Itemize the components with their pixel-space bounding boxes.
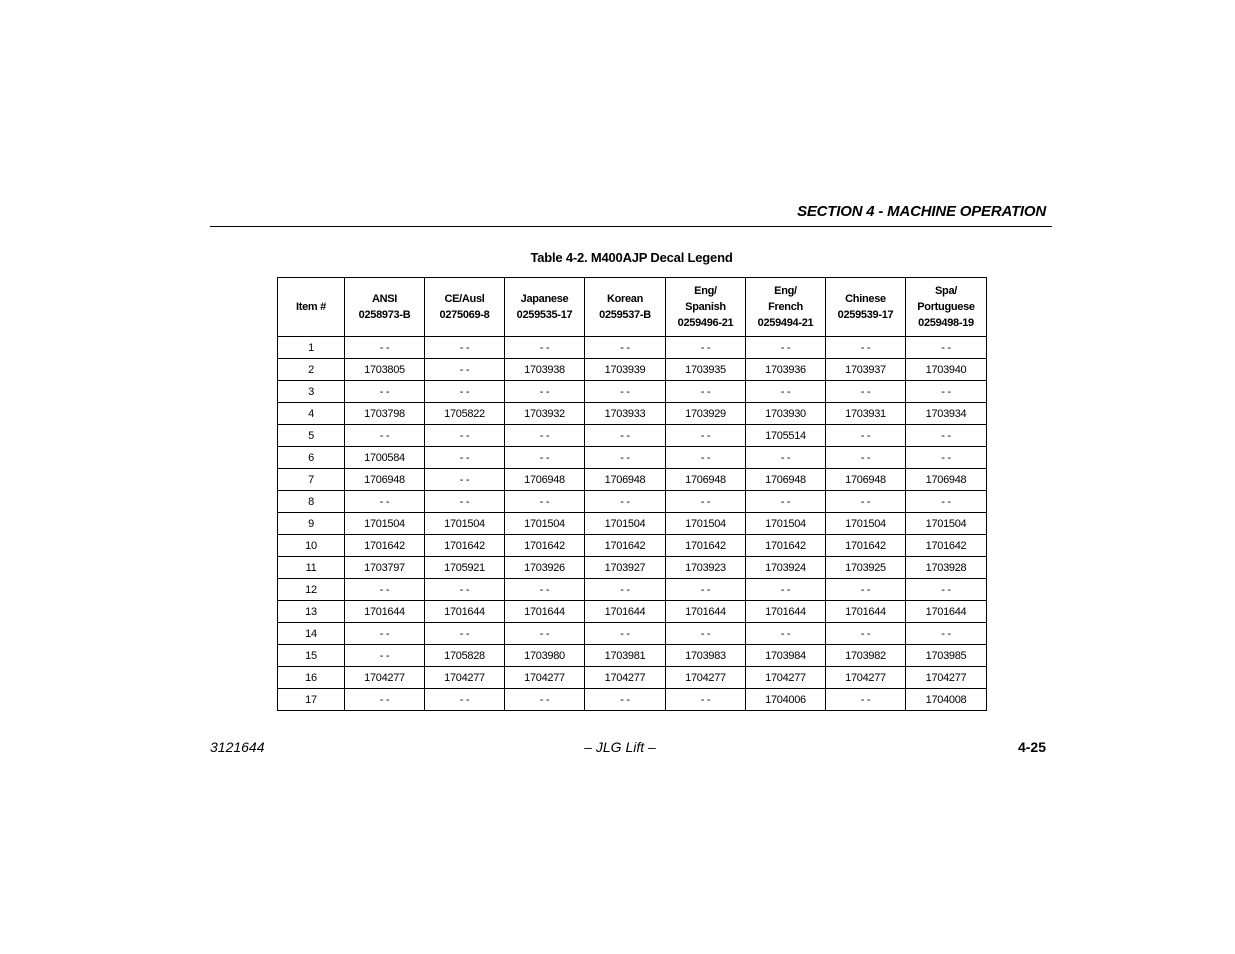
decal-part-cell: 1704277 bbox=[505, 667, 585, 689]
column-header-line: ANSI bbox=[371, 293, 398, 305]
decal-part-cell: 1701504 bbox=[666, 513, 746, 535]
decal-part-cell: 1701504 bbox=[826, 513, 906, 535]
decal-part-cell: - - bbox=[906, 381, 987, 403]
item-number-cell: 4 bbox=[278, 403, 345, 425]
decal-part-cell: - - bbox=[906, 425, 987, 447]
column-header-line: French bbox=[768, 301, 803, 313]
item-number-cell: 8 bbox=[278, 491, 345, 513]
decal-part-cell: 1703929 bbox=[666, 403, 746, 425]
table-row bbox=[278, 579, 987, 601]
column-header-line: Spanish bbox=[685, 301, 726, 313]
table-row bbox=[278, 337, 987, 359]
column-header bbox=[746, 278, 826, 337]
document-number: 3121644 bbox=[210, 739, 265, 755]
decal-part-cell: - - bbox=[425, 359, 505, 381]
decal-part-cell: - - bbox=[746, 381, 826, 403]
decal-part-cell: - - bbox=[906, 623, 987, 645]
decal-part-cell: - - bbox=[746, 447, 826, 469]
decal-part-cell: 1703924 bbox=[746, 557, 826, 579]
decal-part-cell: - - bbox=[425, 337, 505, 359]
table-row bbox=[278, 689, 987, 711]
table-row bbox=[278, 403, 987, 425]
decal-part-cell: - - bbox=[585, 337, 666, 359]
decal-part-cell: - - bbox=[906, 491, 987, 513]
decal-part-cell: - - bbox=[425, 623, 505, 645]
decal-part-cell: - - bbox=[826, 447, 906, 469]
decal-legend-table bbox=[277, 277, 987, 711]
decal-part-cell: 1701642 bbox=[906, 535, 987, 557]
item-number-cell: 13 bbox=[278, 601, 345, 623]
column-header-line: 0259539-17 bbox=[837, 309, 894, 321]
column-header bbox=[505, 278, 585, 337]
table-row bbox=[278, 557, 987, 579]
decal-part-cell: 1701642 bbox=[826, 535, 906, 557]
decal-part-cell: - - bbox=[826, 425, 906, 447]
decal-part-cell: - - bbox=[425, 381, 505, 403]
decal-part-cell: 1704277 bbox=[826, 667, 906, 689]
table-row bbox=[278, 601, 987, 623]
table-row bbox=[278, 425, 987, 447]
column-header-line: 0259498-19 bbox=[918, 317, 974, 329]
column-header-line: 0259496-21 bbox=[677, 317, 734, 329]
decal-part-cell: - - bbox=[505, 447, 585, 469]
column-header bbox=[278, 278, 345, 337]
item-number-cell: 10 bbox=[278, 535, 345, 557]
column-header-line: Japanese bbox=[520, 293, 569, 305]
decal-part-cell: 1701644 bbox=[345, 601, 425, 623]
decal-part-cell: - - bbox=[666, 623, 746, 645]
decal-part-cell: 1703984 bbox=[746, 645, 826, 667]
decal-part-cell: 1701644 bbox=[585, 601, 666, 623]
decal-part-cell: - - bbox=[826, 623, 906, 645]
decal-part-cell: - - bbox=[666, 689, 746, 711]
decal-part-cell: 1700584 bbox=[345, 447, 425, 469]
decal-part-cell: - - bbox=[345, 579, 425, 601]
decal-part-cell: - - bbox=[906, 579, 987, 601]
decal-part-cell: - - bbox=[425, 491, 505, 513]
table-row bbox=[278, 513, 987, 535]
decal-part-cell: 1705514 bbox=[746, 425, 826, 447]
item-number-cell: 16 bbox=[278, 667, 345, 689]
decal-part-cell: 1701642 bbox=[425, 535, 505, 557]
decal-part-cell: - - bbox=[585, 623, 666, 645]
decal-part-cell: 1703980 bbox=[505, 645, 585, 667]
decal-part-cell: 1701504 bbox=[505, 513, 585, 535]
decal-part-cell: 1704277 bbox=[746, 667, 826, 689]
column-header-line: Portuguese bbox=[917, 301, 975, 313]
decal-part-cell: 1703985 bbox=[906, 645, 987, 667]
decal-part-cell: - - bbox=[906, 447, 987, 469]
column-header-line: Eng/ bbox=[694, 285, 717, 297]
column-header-line: 0259535-17 bbox=[516, 309, 573, 321]
column-header bbox=[585, 278, 666, 337]
decal-part-cell: 1705822 bbox=[425, 403, 505, 425]
column-header-line: CE/Ausl bbox=[444, 293, 485, 305]
decal-part-cell: - - bbox=[666, 381, 746, 403]
column-header bbox=[425, 278, 505, 337]
decal-part-cell: - - bbox=[505, 623, 585, 645]
column-header bbox=[826, 278, 906, 337]
decal-part-cell: 1703930 bbox=[746, 403, 826, 425]
decal-part-cell: 1701504 bbox=[746, 513, 826, 535]
column-header bbox=[666, 278, 746, 337]
decal-part-cell: - - bbox=[425, 469, 505, 491]
decal-part-cell: - - bbox=[345, 689, 425, 711]
table-header-row bbox=[278, 278, 987, 337]
item-number-cell: 6 bbox=[278, 447, 345, 469]
decal-part-cell: 1703939 bbox=[585, 359, 666, 381]
column-header-line: Eng/ bbox=[774, 285, 797, 297]
decal-part-cell: 1701642 bbox=[505, 535, 585, 557]
header-divider bbox=[210, 226, 1052, 227]
decal-part-cell: 1705921 bbox=[425, 557, 505, 579]
item-number-cell: 11 bbox=[278, 557, 345, 579]
item-number-cell: 12 bbox=[278, 579, 345, 601]
decal-part-cell: 1705828 bbox=[425, 645, 505, 667]
column-header-line: Spa/ bbox=[934, 285, 958, 297]
decal-part-cell: 1706948 bbox=[505, 469, 585, 491]
decal-part-cell: - - bbox=[585, 491, 666, 513]
decal-part-cell: - - bbox=[826, 579, 906, 601]
decal-part-cell: 1706948 bbox=[666, 469, 746, 491]
decal-part-cell: 1703923 bbox=[666, 557, 746, 579]
decal-part-cell: - - bbox=[505, 579, 585, 601]
decal-part-cell: - - bbox=[746, 623, 826, 645]
decal-part-cell: - - bbox=[906, 337, 987, 359]
decal-part-cell: 1703936 bbox=[746, 359, 826, 381]
decal-part-cell: 1701642 bbox=[345, 535, 425, 557]
decal-part-cell: - - bbox=[425, 579, 505, 601]
decal-part-cell: 1701504 bbox=[345, 513, 425, 535]
decal-part-cell: 1701504 bbox=[425, 513, 505, 535]
column-header-line: 0259494-21 bbox=[757, 317, 814, 329]
decal-part-cell: - - bbox=[826, 337, 906, 359]
decal-part-cell: - - bbox=[826, 689, 906, 711]
decal-part-cell: - - bbox=[505, 381, 585, 403]
decal-part-cell: 1704277 bbox=[906, 667, 987, 689]
footer-brand: – JLG Lift – bbox=[584, 739, 656, 755]
decal-part-cell: - - bbox=[666, 447, 746, 469]
decal-part-cell: - - bbox=[666, 425, 746, 447]
decal-part-cell: 1701642 bbox=[585, 535, 666, 557]
decal-part-cell: - - bbox=[505, 491, 585, 513]
decal-part-cell: 1706948 bbox=[345, 469, 425, 491]
decal-part-cell: 1703983 bbox=[666, 645, 746, 667]
decal-part-cell: 1703925 bbox=[826, 557, 906, 579]
item-number-cell: 14 bbox=[278, 623, 345, 645]
column-header-line: Chinese bbox=[845, 293, 886, 305]
table-row bbox=[278, 623, 987, 645]
decal-part-cell: 1703940 bbox=[906, 359, 987, 381]
item-number-cell: 1 bbox=[278, 337, 345, 359]
decal-part-cell: 1703927 bbox=[585, 557, 666, 579]
decal-part-cell: 1703798 bbox=[345, 403, 425, 425]
decal-part-cell: - - bbox=[585, 579, 666, 601]
table-row bbox=[278, 535, 987, 557]
table-body bbox=[278, 337, 987, 711]
decal-part-cell: - - bbox=[345, 425, 425, 447]
decal-part-cell: 1701644 bbox=[505, 601, 585, 623]
decal-part-cell: 1703982 bbox=[826, 645, 906, 667]
column-header-line: Korean bbox=[606, 293, 644, 305]
decal-part-cell: - - bbox=[425, 447, 505, 469]
decal-part-cell: 1701644 bbox=[826, 601, 906, 623]
decal-part-cell: 1703805 bbox=[345, 359, 425, 381]
table-row bbox=[278, 447, 987, 469]
item-number-cell: 15 bbox=[278, 645, 345, 667]
decal-part-cell: 1706948 bbox=[585, 469, 666, 491]
decal-part-cell: 1703931 bbox=[826, 403, 906, 425]
decal-part-cell: 1704277 bbox=[585, 667, 666, 689]
decal-part-cell: - - bbox=[666, 491, 746, 513]
decal-part-cell: 1703937 bbox=[826, 359, 906, 381]
decal-part-cell: - - bbox=[345, 337, 425, 359]
decal-part-cell: - - bbox=[425, 425, 505, 447]
decal-part-cell: 1704008 bbox=[906, 689, 987, 711]
table-row bbox=[278, 667, 987, 689]
column-header-line: 0259537-B bbox=[599, 309, 651, 321]
decal-part-cell: 1706948 bbox=[746, 469, 826, 491]
table-row bbox=[278, 491, 987, 513]
decal-part-cell: 1704277 bbox=[425, 667, 505, 689]
item-number-cell: 2 bbox=[278, 359, 345, 381]
decal-part-cell: - - bbox=[826, 491, 906, 513]
decal-part-cell: - - bbox=[746, 579, 826, 601]
decal-part-cell: 1704277 bbox=[345, 667, 425, 689]
table-row bbox=[278, 359, 987, 381]
decal-part-cell: - - bbox=[746, 337, 826, 359]
decal-part-cell: 1706948 bbox=[906, 469, 987, 491]
column-header-line: Item # bbox=[296, 301, 326, 313]
section-header: SECTION 4 - MACHINE OPERATION bbox=[797, 203, 1046, 220]
column-header-line: 0275069-8 bbox=[439, 309, 490, 321]
decal-part-cell: 1703928 bbox=[906, 557, 987, 579]
decal-part-cell: 1703934 bbox=[906, 403, 987, 425]
decal-part-cell: 1703797 bbox=[345, 557, 425, 579]
column-header bbox=[345, 278, 425, 337]
item-number-cell: 3 bbox=[278, 381, 345, 403]
decal-part-cell: 1704006 bbox=[746, 689, 826, 711]
decal-part-cell: 1701644 bbox=[906, 601, 987, 623]
decal-part-cell: - - bbox=[746, 491, 826, 513]
decal-part-cell: 1706948 bbox=[826, 469, 906, 491]
decal-part-cell: 1701642 bbox=[746, 535, 826, 557]
decal-part-cell: 1703935 bbox=[666, 359, 746, 381]
item-number-cell: 5 bbox=[278, 425, 345, 447]
decal-part-cell: 1701644 bbox=[666, 601, 746, 623]
table-row bbox=[278, 645, 987, 667]
column-header bbox=[906, 278, 987, 337]
decal-part-cell: - - bbox=[585, 689, 666, 711]
decal-part-cell: 1701642 bbox=[666, 535, 746, 557]
decal-part-cell: - - bbox=[666, 579, 746, 601]
decal-part-cell: - - bbox=[505, 689, 585, 711]
decal-part-cell: 1701644 bbox=[746, 601, 826, 623]
item-number-cell: 7 bbox=[278, 469, 345, 491]
decal-part-cell: 1701504 bbox=[906, 513, 987, 535]
decal-part-cell: - - bbox=[585, 447, 666, 469]
table-row bbox=[278, 469, 987, 491]
page-number: 4-25 bbox=[1017, 739, 1046, 755]
decal-part-cell: 1704277 bbox=[666, 667, 746, 689]
decal-part-cell: - - bbox=[345, 623, 425, 645]
decal-part-cell: - - bbox=[345, 491, 425, 513]
decal-part-cell: - - bbox=[666, 337, 746, 359]
decal-part-cell: 1703938 bbox=[505, 359, 585, 381]
table-title: Table 4-2. M400AJP Decal Legend bbox=[530, 250, 733, 265]
decal-part-cell: - - bbox=[826, 381, 906, 403]
decal-part-cell: 1703926 bbox=[505, 557, 585, 579]
decal-part-cell: - - bbox=[585, 381, 666, 403]
decal-part-cell: - - bbox=[425, 689, 505, 711]
decal-part-cell: 1703981 bbox=[585, 645, 666, 667]
decal-part-cell: 1701644 bbox=[425, 601, 505, 623]
item-number-cell: 17 bbox=[278, 689, 345, 711]
decal-part-cell: - - bbox=[585, 425, 666, 447]
decal-part-cell: - - bbox=[345, 645, 425, 667]
table-row bbox=[278, 381, 987, 403]
decal-part-cell: - - bbox=[505, 337, 585, 359]
decal-part-cell: - - bbox=[345, 381, 425, 403]
decal-part-cell: - - bbox=[505, 425, 585, 447]
decal-part-cell: 1703932 bbox=[505, 403, 585, 425]
decal-part-cell: 1701504 bbox=[585, 513, 666, 535]
item-number-cell: 9 bbox=[278, 513, 345, 535]
column-header-line: 0258973-B bbox=[358, 309, 411, 321]
decal-part-cell: 1703933 bbox=[585, 403, 666, 425]
